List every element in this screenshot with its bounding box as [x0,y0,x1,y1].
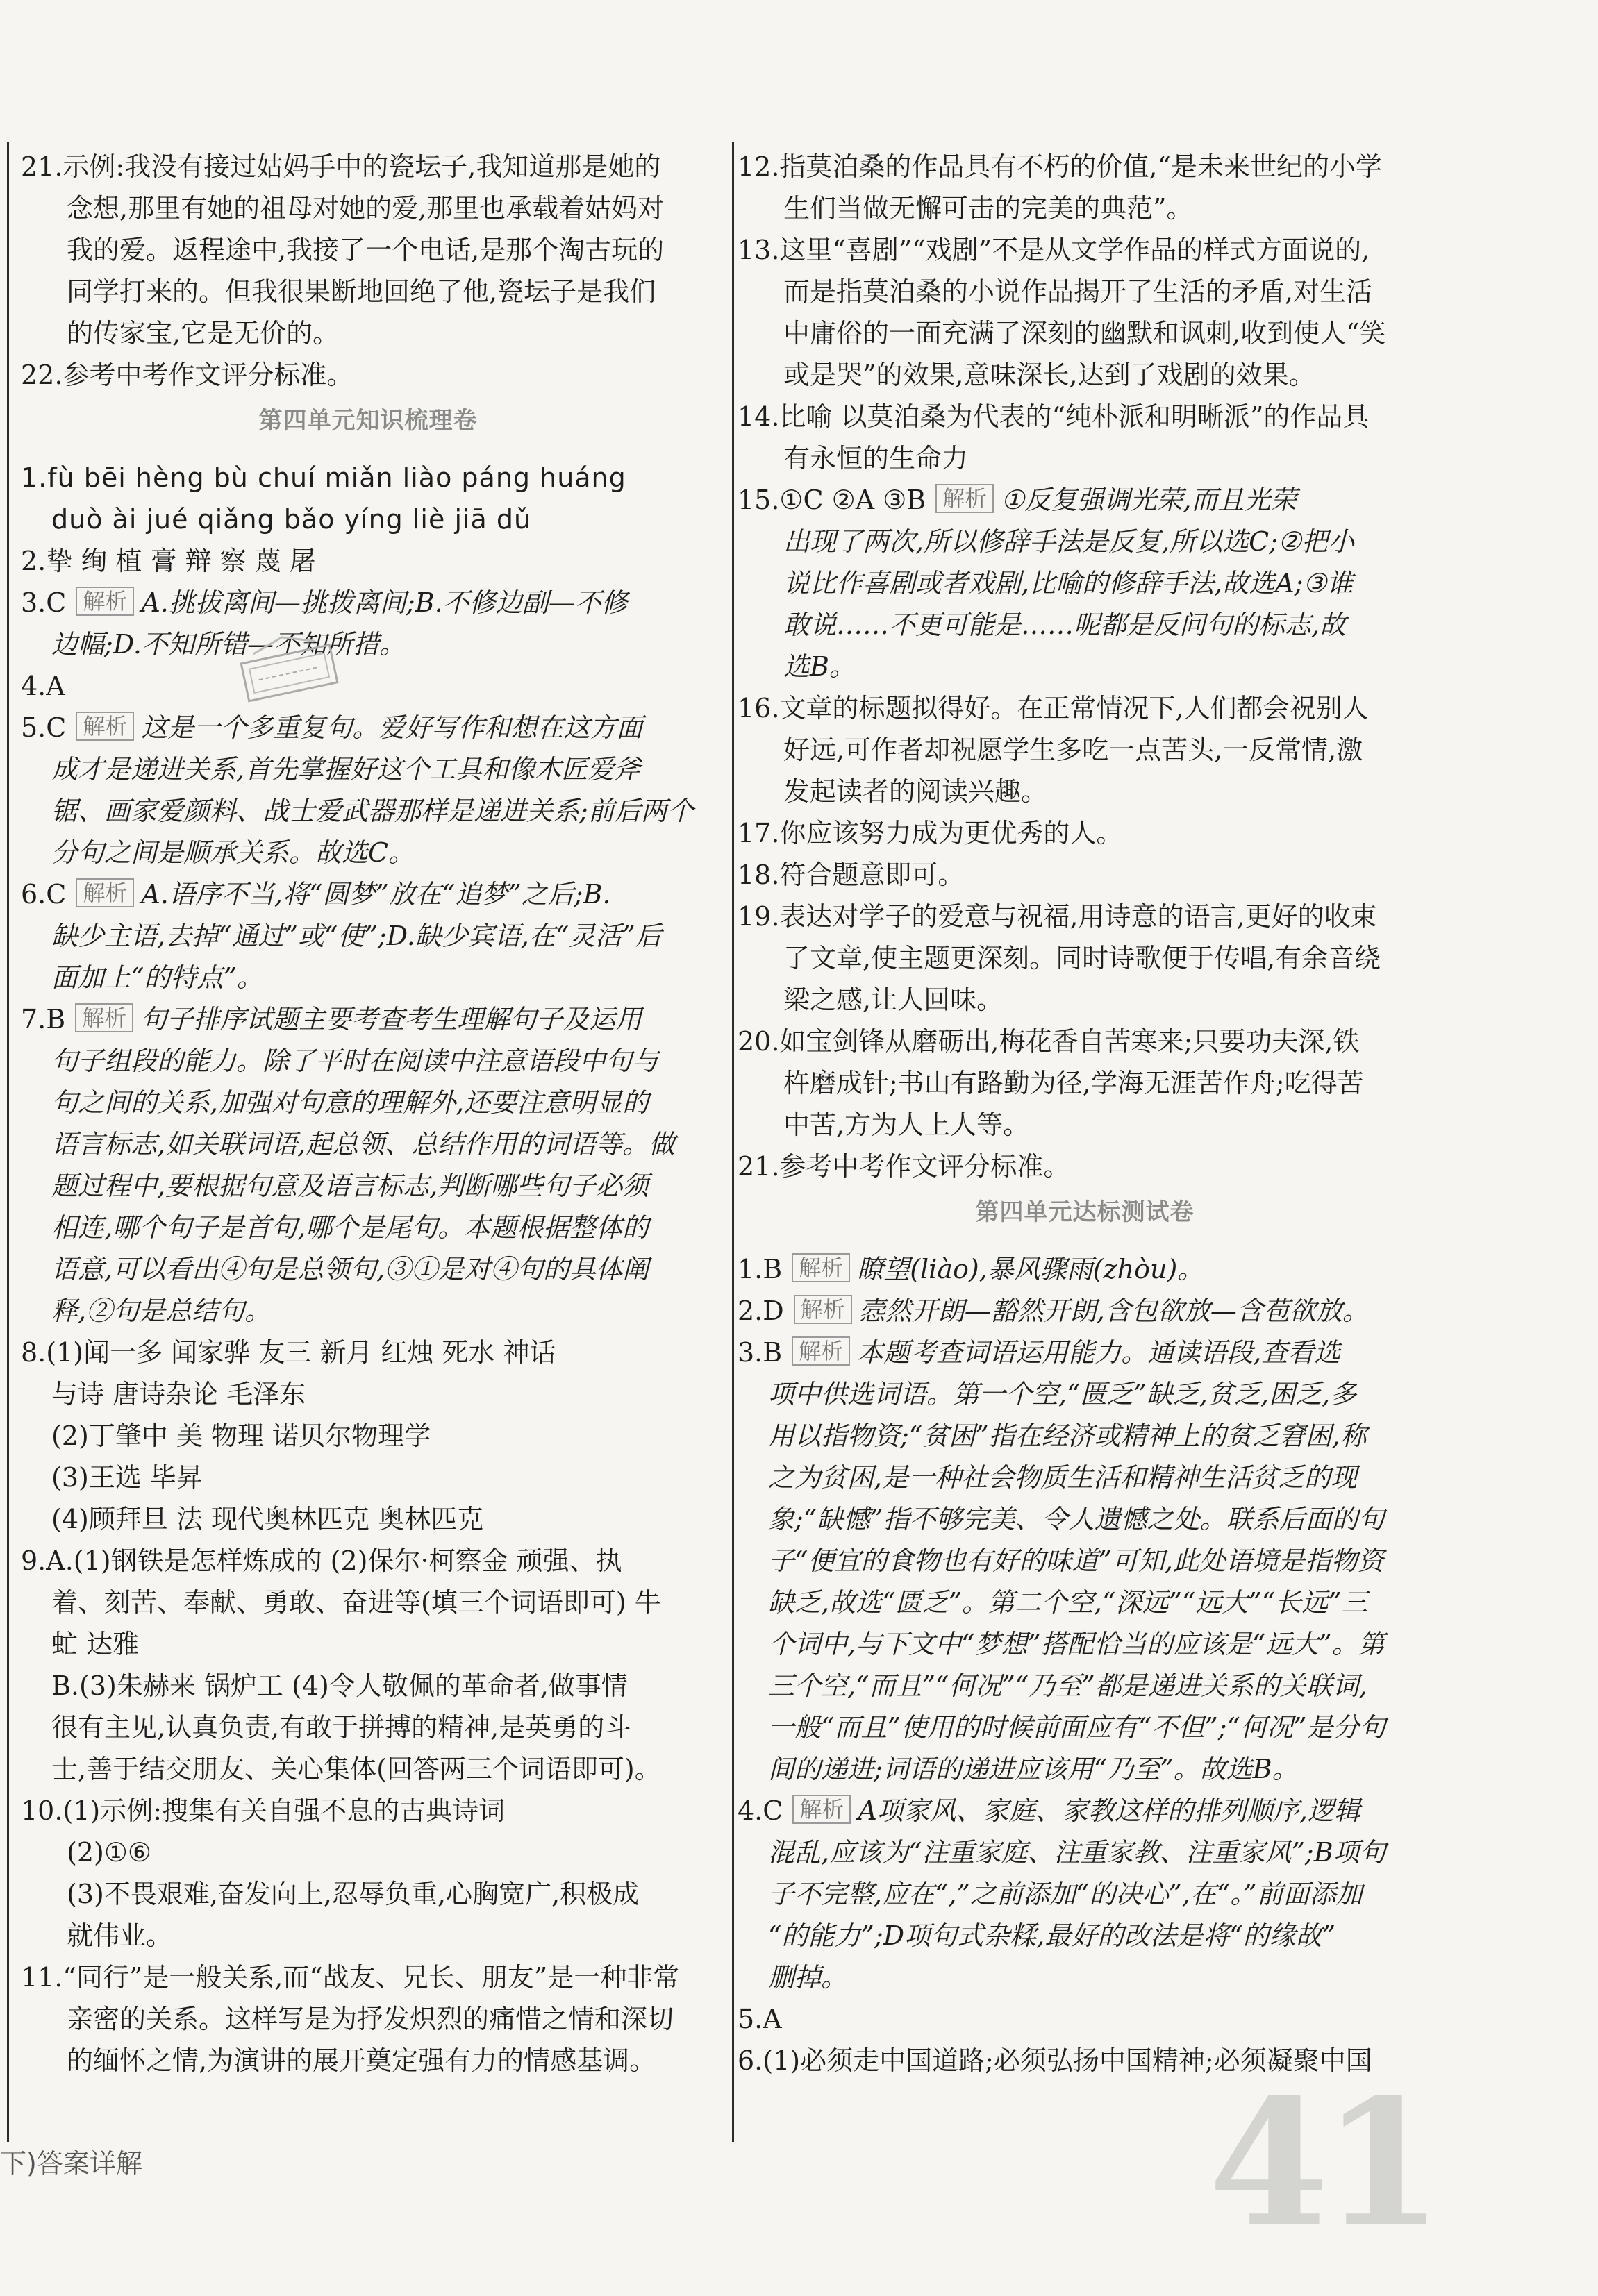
answer-line [738,187,1432,229]
answer-line [21,146,715,187]
answer-line [21,1915,715,1956]
explanation-tag: 解析 [794,1295,852,1324]
answer-text: 5.A [738,2004,782,2034]
answer-text: 1.fù bēi hèng bù chuí miǎn liào páng huáng [21,462,626,493]
answer-text: 语意,可以看出④句是总领句,③①是对④句的具体阐 [51,1254,649,1284]
answer-text: (2)丁肇中 美 物理 诺贝尔物理学 [51,1421,431,1451]
answer-line [21,1373,715,1415]
answer-text: 14.比喻 以莫泊桑为代表的“纯朴派和明晰派”的作品具 [738,401,1370,432]
answer-text: 10.(1)示例:搜集有关自强不息的古典诗词 [21,1795,506,1826]
answer-line [21,707,715,748]
answer-line [738,1915,1432,1956]
answer-text: 21.参考中考作文评分标准。 [738,1151,1070,1182]
answer-line [738,1998,1432,2040]
answer-text: 3.B [738,1337,783,1368]
answer-line [21,1290,715,1332]
answer-line [738,229,1432,271]
answer-line [21,1956,715,1998]
answer-line [738,562,1432,604]
answer-text: 个词中,与下文中“梦想”搭配恰当的应该是“远大”。第 [768,1629,1385,1659]
answer-text: 象;“缺憾”指不够完美、令人遗憾之处。联系后面的句 [768,1504,1385,1534]
answer-text: 缺少主语,去掉“通过”或“使”;D.缺少宾语,在“灵活”后 [51,921,662,951]
answer-text: 相连,哪个句子是首句,哪个是尾句。本题根据整体的 [51,1212,649,1243]
answer-line [738,1457,1432,1498]
answer-line [21,873,715,915]
answer-text: 13.这里“喜剧”“戏剧”不是从文学作品的样式方面说的, [738,235,1370,265]
answer-text: 间的递进;词语的递进应该用“乃至”。故选B。 [768,1754,1299,1784]
answer-line [21,582,715,623]
answer-line [21,1457,715,1498]
answer-line [21,748,715,790]
answer-text: 之为贫困,是一种社会物质生活和精神生活贫乏的现 [768,1462,1358,1493]
answer-text: 中庸俗的一面充满了深刻的幽默和讽刺,收到使人“笑 [783,318,1386,349]
answer-line [21,1123,715,1165]
answer-text: 项中供选词语。第一个空,“匮乏”缺乏,贫乏,困乏,多 [768,1379,1357,1409]
page-number: 41 [1208,2061,1436,2265]
answer-text: 与诗 唐诗杂论 毛泽东 [51,1379,306,1409]
answer-line [738,1873,1432,1915]
explanation-text: A.语序不当,将“圆梦”放在“追梦”之后;B. [141,879,611,910]
explanation-tag: 解析 [792,1795,851,1824]
explanation-tag: 解析 [76,712,134,741]
answer-text: 出现了两次,所以修辞手法是反复,所以选C;②把小 [783,526,1355,557]
answer-text: (4)顾拜旦 法 现代奥林匹克 奥林匹克 [51,1504,484,1534]
answer-line [21,1832,715,1873]
answer-text: 三个空,“而且”“何况”“乃至”都是递进关系的关联词, [768,1670,1367,1701]
answer-line [21,998,715,1040]
answer-text: 20.如宝剑锋从磨砺出,梅花香自苦寒来;只要功夫深,铁 [738,1026,1360,1057]
answer-line [21,1790,715,1832]
answer-text: 有永恒的生命力 [783,443,969,474]
answer-text: 11.“同行”是一般关系,而“战友、兄长、朋友”是一种非常 [21,1962,680,1993]
answer-text: 生们当做无懈可击的完美的典范”。 [783,193,1193,224]
answer-line [738,437,1432,479]
answer-line [738,729,1432,771]
answer-text: 6.C [21,879,67,910]
answer-line [738,1832,1432,1873]
answer-line [738,312,1432,354]
answer-line [738,812,1432,854]
answer-line [738,1373,1432,1415]
answer-line [738,354,1432,396]
answer-line [21,957,715,998]
answer-line [21,229,715,271]
answer-text: 敢说……不更可能是……呢都是反问句的标志,故 [783,610,1347,640]
answer-text: 我的爱。返程途中,我接了一个电话,是那个淘古玩的 [67,235,665,265]
explanation-text: 本题考查词语运用能力。通读语段,查看选 [857,1337,1341,1368]
answer-text: 中苦,方为人上人等。 [783,1109,1030,1140]
answer-line [738,396,1432,437]
answer-text: 锯、画家爱颜料、战士爱武器那样是递进关系;前后两个 [51,796,694,826]
answer-text: 用以指物资;“贫困”指在经济或精神上的贫乏窘困,称 [768,1421,1367,1451]
answer-text: 梁之感,让人回味。 [783,984,1004,1015]
answer-text: 3.C [21,587,67,618]
answer-line [21,1165,715,1207]
answer-line [738,937,1432,979]
answer-text: 发起读者的阅读兴趣。 [783,776,1048,807]
answer-text: 一般“而且”使用的时候前面应有“不但”;“何况”是分句 [768,1712,1386,1743]
answer-line [738,1332,1432,1373]
answer-text: B.(3)朱赫来 锅炉工 (4)令人敬佩的革命者,做事情 [51,1670,628,1701]
answer-line [738,1956,1432,1998]
answer-line [738,1665,1432,1707]
answer-text: 子“便宜的食物也有好的味道”可知,此处语境是指物资 [768,1545,1384,1576]
answer-text: 说比作喜剧或者戏剧,比喻的修辞手法,故选A;③谁 [783,568,1354,598]
answer-line [738,1623,1432,1665]
explanation-text: 瞭望(liào),暴风骤雨(zhòu)。 [857,1254,1204,1284]
answer-text: “的能力”;D项句式杂糅,最好的改法是将“的缘故” [768,1920,1336,1951]
answer-line [21,1873,715,1915]
answer-text: 6.(1)必须走中国道路;必须弘扬中国精神;必须凝聚中国 [738,2045,1372,2076]
answer-line [738,1021,1432,1062]
answer-text: 成才是递进关系,首先掌握好这个工具和像木匠爱斧 [51,754,641,785]
answer-line [21,1665,715,1707]
answer-text: 缺乏,故选“匮乏”。第二个空,“深远”“远大”“长远”三 [768,1587,1368,1618]
explanation-text: 句子排序试题主要考查考生理解句子及运用 [140,1004,642,1034]
explanation-tag: 解析 [935,484,994,513]
answer-text: 边幅;D.不知所错—不知所措。 [51,629,406,660]
answer-text: 杵磨成针;书山有路勤为径,学海无涯苦作舟;吃得苦 [783,1068,1364,1098]
answer-text: 混乱,应该为“注重家庭、注重家教、注重家风”;B项句 [768,1837,1386,1868]
answer-line [21,540,715,582]
answer-line [738,521,1432,562]
answer-line [21,1998,715,2040]
answer-text: 就伟业。 [67,1920,173,1951]
answer-text: 子不完整,应在“,”之前添加“的决心”,在“。”前面添加 [768,1879,1363,1909]
answer-text: 同学打来的。但我很果断地回绝了他,瓷坛子是我们 [67,276,656,307]
answer-line [738,1104,1432,1146]
explanation-tag: 解析 [792,1336,850,1366]
answer-text: 士,善于结交朋友、关心集体(回答两三个词语即可)。 [51,1754,661,1784]
explanation-tag: 解析 [75,1003,133,1032]
answer-line [21,1082,715,1123]
explanation-text: ①反复强调光荣,而且光荣 [1001,485,1297,515]
answer-text: 亲密的关系。这样写是为抒发炽烈的痛惜之情和深切 [67,2004,674,2034]
answer-text: 18.符合题意即可。 [738,860,965,890]
answer-line [738,1707,1432,1748]
explanation-text: 悫然开朗—豁然开朗,含包欲放—含苞欲放。 [858,1296,1369,1326]
answer-line [21,312,715,354]
answer-line [21,2040,715,2081]
answer-line [21,1748,715,1790]
answer-text: 释,②句是总结句。 [51,1296,272,1326]
answer-line [21,623,715,665]
answer-line [21,187,715,229]
answer-text: duò ài jué qiǎng bǎo yíng liè jiā dǔ [51,504,532,535]
answer-text: 21.示例:我没有接过姑妈手中的瓷坛子,我知道那是她的 [21,151,661,182]
answer-line [21,1332,715,1373]
answer-text: 题过程中,要根据句意及语言标志,判断哪些句子必须 [51,1171,649,1201]
answer-text: 好远,可作者却祝愿学生多吃一点苦头,一反常情,激 [783,735,1363,765]
answer-line [21,1540,715,1582]
answer-line [738,271,1432,312]
answer-line [738,146,1432,187]
answer-text: 句之间的关系,加强对句意的理解外,还要注意明显的 [51,1087,649,1118]
answer-text: 了文章,使主题更深刻。同时诗歌便于传唱,有余音绕 [783,943,1381,973]
right-column [738,146,1432,2081]
answer-text: 8.(1)闻一多 闻家骅 友三 新月 红烛 死水 神话 [21,1337,556,1368]
explanation-text: 这是一个多重复句。爱好写作和想在这方面 [141,712,643,743]
left-border-rule [7,142,9,2142]
answer-line [738,1790,1432,1832]
answer-line [21,832,715,873]
footer-caption: 下)答案详解 [0,2148,142,2179]
answer-text: 念想,那里有她的祖母对她的爱,那里也承载着姑妈对 [67,193,665,224]
answer-text: 7.B [21,1004,66,1034]
answer-text: 4.A [21,671,65,701]
answer-text: 15.①C ②A ③B [738,485,926,515]
answer-line [738,1146,1432,1187]
answer-text: 的传家宝,它是无价的。 [67,318,340,349]
answer-line [738,687,1432,729]
answer-text: 或是哭”的效果,意味深长,达到了戏剧的效果。 [783,360,1315,390]
section-heading: 第四单元达标测试卷 [975,1198,1195,1226]
answer-line [21,457,715,498]
answer-line [21,1415,715,1457]
answer-line [738,1748,1432,1790]
answer-text: 删掉。 [768,1962,848,1993]
answer-text: 句子组段的能力。除了平时在阅读中注意语段中句与 [51,1046,659,1076]
answer-text: (2)①⑥ [67,1837,151,1868]
answer-line [738,896,1432,937]
answer-line [738,1498,1432,1540]
answer-line [21,665,715,707]
answer-text: 12.指莫泊桑的作品具有不朽的价值,“是未来世纪的小学 [738,151,1382,182]
answer-line [21,1582,715,1623]
answer-text: (3)不畏艰难,奋发向上,忍辱负重,心胸宽广,积极成 [67,1879,640,1909]
answer-text: 面加上“的特点”。 [51,962,263,993]
section-heading: 第四单元知识梳理卷 [258,407,478,435]
answer-text: 1.B [738,1254,783,1284]
answer-line [21,915,715,957]
answer-text: 着、刻苦、奉献、勇敢、奋进等(填三个词语即可) 牛 [51,1587,661,1618]
answer-line [738,479,1432,521]
answer-line [738,1540,1432,1582]
answer-text: 19.表达对学子的爱意与祝福,用诗意的语言,更好的收束 [738,901,1377,932]
answer-line [21,354,715,396]
answer-line [21,1248,715,1290]
answer-line [738,1248,1432,1290]
answer-text: 语言标志,如关联词语,起总领、总结作用的词语等。做 [51,1129,676,1159]
answer-line [21,1623,715,1665]
explanation-tag: 解析 [76,878,134,907]
answer-text: 4.C [738,1795,783,1826]
answer-line [738,604,1432,646]
answer-line [21,271,715,312]
answer-text: 而是指莫泊桑的小说作品揭开了生活的矛盾,对生活 [783,276,1373,307]
column-divider [732,142,734,2142]
left-column [21,146,715,2081]
explanation-tag: 解析 [792,1253,850,1282]
answer-text: 2.挚 绚 植 膏 辩 察 蔑 屠 [21,546,316,576]
answer-line [738,1062,1432,1104]
answer-text: 9.A.(1)钢铁是怎样炼成的 (2)保尔·柯察金 顽强、执 [21,1545,622,1576]
answer-text: (3)王选 毕昇 [51,1462,203,1493]
answer-line [21,790,715,832]
answer-line [738,1415,1432,1457]
answer-text: 很有主见,认真负责,有敢于拼搏的精神,是英勇的斗 [51,1712,631,1743]
explanation-text: A.挑拔离间—挑拨离间;B.不修边副—不修 [141,587,628,618]
answer-line [738,979,1432,1021]
answer-line [21,498,715,540]
answer-line [738,854,1432,896]
answer-line [738,1582,1432,1623]
answer-text: 的缅怀之情,为演讲的展开奠定强有力的情感基调。 [67,2045,656,2076]
answer-line [738,646,1432,687]
answer-text: 选B。 [783,651,856,682]
answer-text: 2.D [738,1296,784,1326]
answer-line [738,1290,1432,1332]
answer-text: 分句之间是顺承关系。故选C。 [51,837,415,868]
answer-text: 17.你应该努力成为更优秀的人。 [738,818,1123,848]
answer-text: 16.文章的标题拟得好。在正常情况下,人们都会祝别人 [738,693,1369,723]
answer-text: 5.C [21,712,67,743]
answer-line [21,1040,715,1082]
explanation-text: A项家风、家庭、家教这样的排列顺序,逻辑 [858,1795,1360,1826]
explanation-tag: 解析 [76,587,134,616]
answer-text: 22.参考中考作文评分标准。 [21,360,353,390]
answer-line [21,1707,715,1748]
answer-text: 虻 达雅 [51,1629,140,1659]
answer-line [21,1498,715,1540]
answer-line [738,771,1432,812]
answer-line [21,1207,715,1248]
